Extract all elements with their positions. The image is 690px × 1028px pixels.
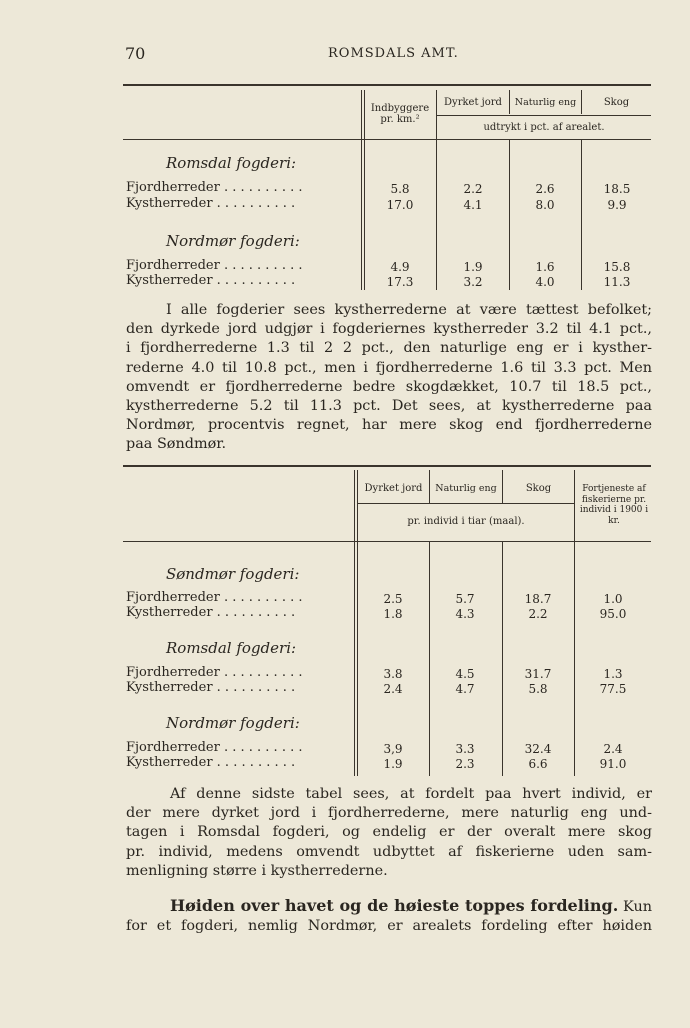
cell: 5.7 xyxy=(455,592,475,606)
page-number: 70 xyxy=(125,44,146,63)
col-header-cultivated: Dyrket jord xyxy=(364,483,423,494)
cell: 6.6 xyxy=(528,757,548,771)
cell: 95.0 xyxy=(599,607,627,621)
cell: 91.0 xyxy=(599,757,627,771)
row-label: Fjordherreder . . . . . . . . . . xyxy=(126,258,303,273)
table-1-header-rule xyxy=(123,139,651,140)
table-2-stub-divider xyxy=(354,470,355,776)
cell: 2.4 xyxy=(603,742,623,756)
paragraph-2: Af denne sidste tabel sees, at fordelt paa hvert individ, er der mere dyrket jord i fjordherrederne, mere naturlig eng und- tagen i Romsdal fogderi, og endelig er der overalt mere skog pr. individ, medens omvendt udbyttet af fiskerierne uden sam- menligning større i kystherrederne. xyxy=(126,786,652,879)
col-header-unit: pr. individ i tiar (maal). xyxy=(407,516,525,527)
cell: 15.8 xyxy=(603,260,631,274)
cell: 1.8 xyxy=(383,607,403,621)
cell: 9.9 xyxy=(607,198,627,212)
row-label: Kystherreder . . . . . . . . . . xyxy=(126,196,296,211)
cell: 4.7 xyxy=(455,682,475,696)
paragraph-1: I alle fogderier sees kystherrederne at være tættest befolket; den dyrkede jord udgjør i fogderiernes kystherreder 3.2 til 4.1 pct., i fjordherrederne 1.3 til 2 2 pct., den naturlige eng er i kysther- rederne 4.0 til 10.8 pct., men i fjordherrederne 1.6 til 3.3 pct. Men omvendt er fjordherrederne bedre skogdækket, 10.7 til 18.5 pct., kystherrederne 5.2 til 11.3 pct. Det sees, at kystherrederne paa Nordmør, procentvis regnet, har mere skog end fjordherrederne paa Søndmør. xyxy=(126,302,652,453)
section-title: Romsdal fogderi: xyxy=(166,639,297,657)
row-label: Fjordherreder . . . . . . . . . . xyxy=(126,590,303,605)
cell: 3.3 xyxy=(455,742,475,756)
section-title: Nordmør fogderi: xyxy=(166,714,300,732)
section-title: Søndmør fogderi: xyxy=(166,565,300,583)
cell: 32.4 xyxy=(524,742,552,756)
table-1-top-rule xyxy=(123,84,651,86)
table-2-header-rule xyxy=(123,541,651,542)
cell: 18.7 xyxy=(524,592,552,606)
cell: 1.0 xyxy=(603,592,623,606)
cell: 5.8 xyxy=(528,682,548,696)
cell: 11.3 xyxy=(603,275,631,289)
cell: 8.0 xyxy=(535,198,555,212)
cell: 4.9 xyxy=(390,260,410,274)
col-header-population: Indbyggere pr. km.² xyxy=(370,103,430,125)
cell: 1.3 xyxy=(603,667,623,681)
cell: 4.1 xyxy=(463,198,483,212)
section-heading: Høiden over havet og de høieste toppes fordeling. xyxy=(170,896,619,915)
row-label: Kystherreder . . . . . . . . . . xyxy=(126,273,296,288)
running-head: ROMSDALS AMT. xyxy=(328,46,459,61)
row-label: Kystherreder . . . . . . . . . . xyxy=(126,755,296,770)
col-header-forest: Skog xyxy=(603,97,630,108)
col-header-forest: Skog xyxy=(525,483,552,494)
cell: 77.5 xyxy=(599,682,627,696)
col-header-unit: udtrykt i pct. af arealet. xyxy=(483,122,605,133)
cell: 2.6 xyxy=(535,182,555,196)
cell: 2.3 xyxy=(455,757,475,771)
cell: 1.6 xyxy=(535,260,555,274)
table-1-stub-divider xyxy=(361,90,362,290)
section-title: Nordmør fogderi: xyxy=(166,232,300,250)
row-label: Kystherreder . . . . . . . . . . xyxy=(126,605,296,620)
cell: 2.4 xyxy=(383,682,403,696)
row-label: Fjordherreder . . . . . . . . . . xyxy=(126,740,303,755)
col-header-meadow: Naturlig eng xyxy=(514,97,577,108)
cell: 17.3 xyxy=(386,275,414,289)
cell: 2.5 xyxy=(383,592,403,606)
table-2-top-rule xyxy=(123,465,651,467)
cell: 2.2 xyxy=(528,607,548,621)
cell: 4.5 xyxy=(455,667,475,681)
section-title: Romsdal fogderi: xyxy=(166,154,297,172)
cell: 4.3 xyxy=(455,607,475,621)
cell: 18.5 xyxy=(603,182,631,196)
cell: 5.8 xyxy=(390,182,410,196)
cell: 31.7 xyxy=(524,667,552,681)
paragraph-3: Høiden over havet og de høieste toppes fordeling. Kun for et fogderi, nemlig Nordmør, er arealets fordeling efter høiden xyxy=(126,896,652,935)
cell: 4.0 xyxy=(535,275,555,289)
col-header-meadow: Naturlig eng xyxy=(435,483,497,494)
cell: 3.8 xyxy=(383,667,403,681)
row-label: Fjordherreder . . . . . . . . . . xyxy=(126,180,303,195)
col-header-earnings: Fortjeneste af fiskerierne pr. individ i 1900 i kr. xyxy=(579,484,649,526)
cell: 17.0 xyxy=(386,198,414,212)
col-header-cultivated: Dyrket jord xyxy=(444,97,502,108)
cell: 2.2 xyxy=(463,182,483,196)
cell: 1.9 xyxy=(463,260,483,274)
cell: 1.9 xyxy=(383,757,403,771)
row-label: Kystherreder . . . . . . . . . . xyxy=(126,680,296,695)
cell: 3.2 xyxy=(463,275,483,289)
row-label: Fjordherreder . . . . . . . . . . xyxy=(126,665,303,680)
cell: 3,9 xyxy=(383,742,403,756)
